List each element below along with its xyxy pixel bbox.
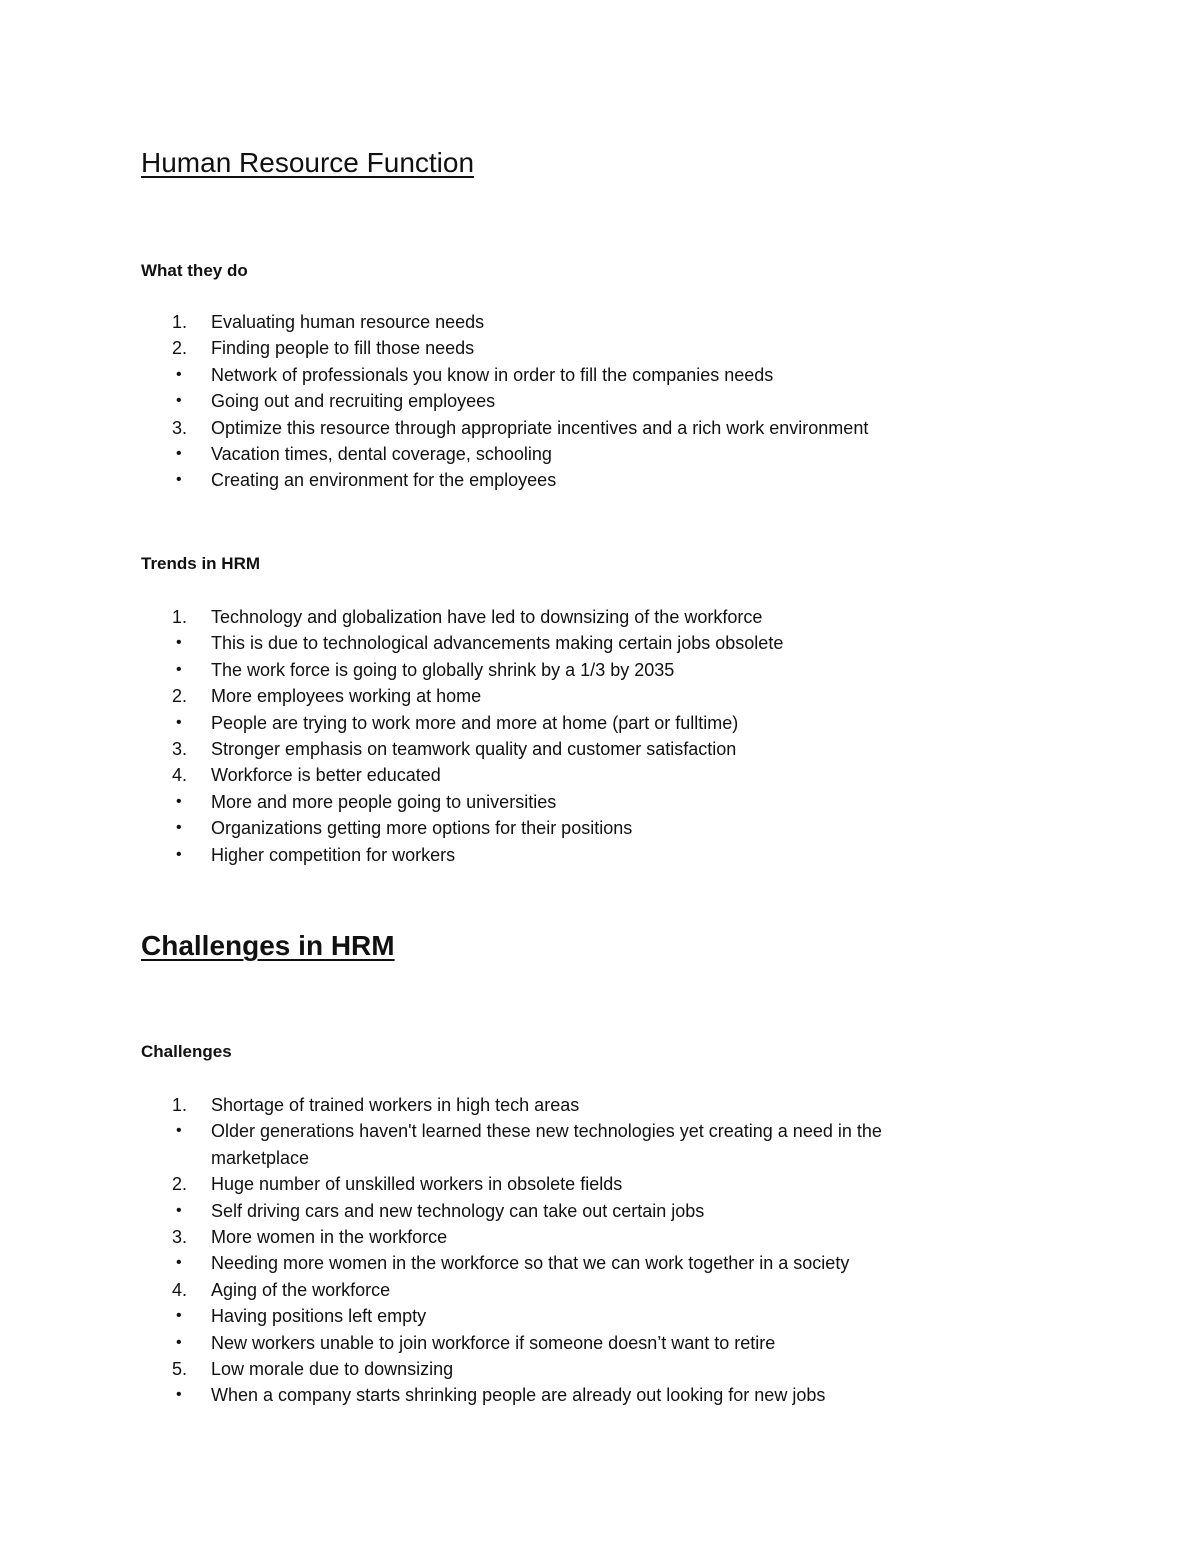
list-item bbox=[0, 1118, 882, 1144]
bullet-marker: • bbox=[176, 392, 182, 410]
list-item bbox=[0, 710, 783, 736]
list-number: 2. bbox=[172, 1174, 188, 1195]
list-item bbox=[0, 362, 868, 388]
list-item bbox=[0, 736, 783, 762]
list-item-text: Finding people to fill those needs bbox=[211, 338, 475, 359]
list-item-text: Aging of the workforce bbox=[211, 1279, 391, 1300]
list-item bbox=[0, 842, 783, 868]
list-item-text: Vacation times, dental coverage, schooling bbox=[211, 444, 552, 465]
bullet-marker: • bbox=[176, 471, 182, 489]
list-item-text: Huge number of unskilled workers in obsolete fields bbox=[211, 1174, 623, 1195]
list-item-text: Organizations getting more options for their positions bbox=[211, 818, 633, 839]
list-item bbox=[0, 789, 783, 815]
list-item bbox=[0, 1224, 882, 1250]
list-item-text: Having positions left empty bbox=[211, 1306, 427, 1327]
list-item-text: Creating an environment for the employees bbox=[211, 470, 557, 491]
section-title-challenges: Challenges in HRM bbox=[141, 930, 395, 961]
list-item bbox=[0, 1277, 882, 1303]
list-number: 2. bbox=[172, 686, 188, 707]
bullet-marker: • bbox=[176, 713, 182, 731]
bullet-marker: • bbox=[176, 634, 182, 652]
bullet-marker: • bbox=[176, 1201, 182, 1219]
list-item-text: Self driving cars and new technology can take out certain jobs bbox=[211, 1200, 705, 1221]
bullet-marker: • bbox=[176, 1307, 182, 1325]
list-number: 4. bbox=[172, 765, 188, 786]
list-number: 4. bbox=[172, 1279, 188, 1300]
list-item-text: Older generations haven't learned these new technologies yet creating a need in the bbox=[211, 1121, 882, 1142]
bullet-marker: • bbox=[176, 1254, 182, 1272]
bullet-marker: • bbox=[176, 365, 182, 383]
trends-heading: Trends in HRM bbox=[141, 554, 261, 573]
list-item-text: Evaluating human resource needs bbox=[211, 312, 485, 332]
list-item bbox=[0, 415, 868, 441]
page-title: Human Resource Function bbox=[141, 147, 475, 178]
bullet-marker: • bbox=[176, 660, 182, 678]
list-item-text: Going out and recruiting employees bbox=[211, 391, 496, 412]
list-item-text: Higher competition for workers bbox=[211, 844, 456, 865]
list-item bbox=[0, 683, 783, 709]
list-item bbox=[0, 1303, 882, 1329]
list-item bbox=[0, 1382, 882, 1408]
bullet-marker: • bbox=[176, 1333, 182, 1351]
list-item bbox=[0, 309, 868, 335]
list-number: 2. bbox=[172, 338, 188, 359]
what-they-do-heading: What they do bbox=[141, 261, 248, 280]
list-item-text: Stronger emphasis on teamwork quality and customer satisfaction bbox=[211, 739, 737, 760]
bullet-marker: • bbox=[176, 845, 182, 863]
list-item-text: Low morale due to downsizing bbox=[211, 1359, 454, 1380]
bullet-marker: • bbox=[176, 792, 182, 810]
list-item-text: Technology and globalization have led to downsizing of the workforce bbox=[211, 607, 763, 627]
list-number: 5. bbox=[172, 1359, 188, 1380]
list-item bbox=[0, 441, 868, 467]
list-item bbox=[0, 762, 783, 788]
list-item-text: New workers unable to join workforce if someone doesn’t want to retire bbox=[211, 1332, 776, 1353]
list-item bbox=[0, 335, 868, 361]
list-item bbox=[0, 1145, 882, 1171]
list-item-text: Optimize this resource through appropriate incentives and a rich work environment bbox=[211, 417, 869, 438]
list-item bbox=[0, 1356, 882, 1382]
list-number: 1. bbox=[172, 312, 188, 332]
list-item bbox=[0, 1250, 882, 1276]
list-number: 1. bbox=[172, 1095, 188, 1115]
list-item-text: Workforce is better educated bbox=[211, 765, 441, 786]
list-item-text: Network of professionals you know in order to fill the companies needs bbox=[211, 364, 774, 385]
list-item bbox=[0, 630, 783, 656]
list-number: 3. bbox=[172, 739, 188, 760]
list-item-text: When a company starts shrinking people are already out looking for new jobs bbox=[211, 1385, 826, 1406]
list-item bbox=[0, 657, 783, 683]
list-number: 1. bbox=[172, 607, 188, 627]
list-item-text: marketplace bbox=[211, 1147, 310, 1168]
challenges-heading: Challenges bbox=[141, 1042, 232, 1061]
list-item bbox=[0, 815, 783, 841]
list-item-text: More and more people going to universities bbox=[211, 791, 557, 812]
list-item bbox=[0, 467, 868, 493]
list-item bbox=[0, 1198, 882, 1224]
list-item-text: This is due to technological advancements making certain jobs obsolete bbox=[211, 633, 784, 654]
list-item-text: People are trying to work more and more at home (part or fulltime) bbox=[211, 712, 739, 733]
bullet-marker: • bbox=[176, 819, 182, 837]
list-item bbox=[0, 388, 868, 414]
trends-list bbox=[0, 604, 783, 868]
list-item-text: Needing more women in the workforce so that we can work together in a society bbox=[211, 1253, 850, 1274]
list-item bbox=[0, 1330, 882, 1356]
list-item-text: More women in the workforce bbox=[211, 1227, 448, 1248]
bullet-marker: • bbox=[176, 445, 182, 463]
list-item bbox=[0, 604, 783, 630]
bullet-marker: • bbox=[176, 1122, 182, 1140]
what-they-do-list bbox=[0, 309, 868, 494]
list-item-text: More employees working at home bbox=[211, 686, 482, 707]
list-item bbox=[0, 1171, 882, 1197]
bullet-marker: • bbox=[176, 1386, 182, 1404]
list-item bbox=[0, 1092, 882, 1118]
list-number: 3. bbox=[172, 1227, 188, 1248]
challenges-list bbox=[0, 1092, 882, 1409]
list-number: 3. bbox=[172, 417, 188, 438]
list-item-text: Shortage of trained workers in high tech areas bbox=[211, 1095, 580, 1115]
list-item-text: The work force is going to globally shrink by a 1/3 by 2035 bbox=[211, 659, 675, 680]
